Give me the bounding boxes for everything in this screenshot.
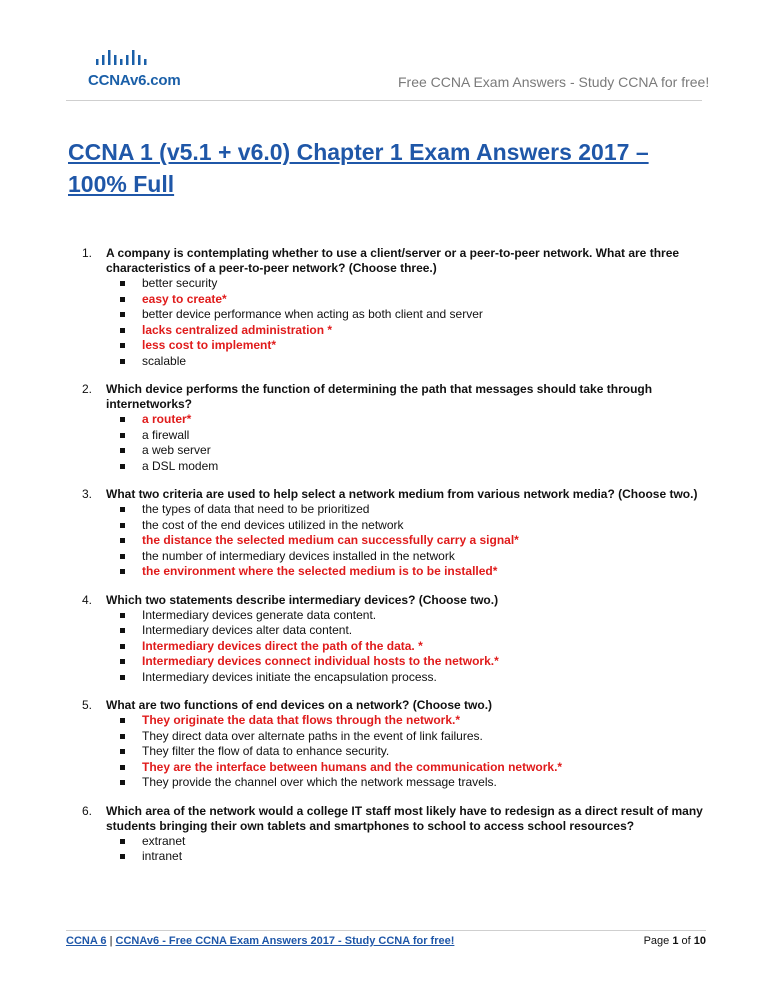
- square-bullet-icon: [120, 780, 125, 785]
- answer-options: [66, 502, 706, 580]
- answer-option: [142, 307, 706, 323]
- answer-option: [142, 443, 706, 459]
- square-bullet-icon: [120, 628, 125, 633]
- answer-option-text: better security: [142, 276, 218, 290]
- square-bullet-icon: [120, 464, 125, 469]
- answer-option: [142, 459, 706, 475]
- question-4: [66, 593, 706, 686]
- answer-option: [142, 744, 706, 760]
- square-bullet-icon: [120, 448, 125, 453]
- answer-option: [142, 775, 706, 791]
- answer-option-text: They direct data over alternate paths in the event of link failures.: [142, 728, 483, 743]
- answer-option: [142, 729, 706, 745]
- answer-option: [142, 354, 706, 370]
- answer-option-text: the distance the selected medium can successfully carry a signal*: [142, 533, 519, 547]
- square-bullet-icon: [120, 749, 125, 754]
- answer-option-text: They are the interface between humans and the communication network.*: [142, 759, 563, 774]
- answer-option-correct: [142, 323, 706, 339]
- question-text: Which device performs the function of determining the path that messages should take through internetworks?: [106, 382, 653, 411]
- page-label: Page: [643, 935, 673, 947]
- answer-option-text: extranet: [142, 833, 186, 848]
- header-tagline: Free CCNA Exam Answers - Study CCNA for free!: [398, 74, 710, 90]
- page-total: 10: [693, 935, 706, 947]
- answer-option-text: less cost to implement*: [142, 338, 277, 352]
- square-bullet-icon: [120, 613, 125, 618]
- question-number: 2.: [82, 382, 93, 396]
- question-number: 1.: [82, 246, 93, 260]
- answer-options: [66, 608, 706, 686]
- question-number: 3.: [82, 487, 93, 501]
- answer-option-correct: [142, 533, 706, 549]
- square-bullet-icon: [120, 417, 125, 422]
- square-bullet-icon: [120, 523, 125, 528]
- answer-option-text: the types of data that need to be prioritized: [142, 502, 370, 516]
- square-bullet-icon: [120, 312, 125, 317]
- page-header: [0, 0, 768, 110]
- answer-option: [142, 428, 706, 444]
- logo-bars-icon: [96, 48, 166, 70]
- question-2: [66, 382, 706, 474]
- square-bullet-icon: [120, 281, 125, 286]
- question-number: 6.: [82, 803, 93, 818]
- square-bullet-icon: [120, 538, 125, 543]
- answer-options: [66, 412, 706, 474]
- answer-option-text: Intermediary devices initiate the encapsulation process.: [142, 669, 437, 684]
- square-bullet-icon: [120, 507, 125, 512]
- answer-option-correct: [142, 338, 706, 354]
- answer-option-text: They originate the data that flows through the network.*: [142, 713, 461, 727]
- answer-option: [142, 549, 706, 565]
- answer-options: [66, 713, 706, 791]
- question-number: 4.: [82, 592, 93, 607]
- answer-option-text: intranet: [142, 849, 183, 863]
- footer-divider: [66, 930, 706, 931]
- ccnav6-logo[interactable]: [88, 48, 198, 94]
- square-bullet-icon: [120, 328, 125, 333]
- question-text: Which two statements describe intermediary devices? (Choose two.): [106, 592, 499, 607]
- question-number: 5.: [82, 698, 93, 712]
- square-bullet-icon: [120, 343, 125, 348]
- page-title[interactable]: CCNA 1 (v5.1 + v6.0) Chapter 1 Exam Answers 2017 – 100% Full: [68, 139, 649, 197]
- page-number: [644, 935, 706, 947]
- answer-option-text: lacks centralized administration *: [142, 322, 333, 337]
- answer-option-text: Intermediary devices generate data content.: [142, 607, 377, 622]
- question-5: [66, 698, 706, 791]
- answer-option-text: Intermediary devices alter data content.: [142, 623, 353, 637]
- question-3: [66, 487, 706, 580]
- answer-option-text: the environment where the selected medium is to be installed*: [142, 564, 498, 578]
- footer-link-ccnav6[interactable]: CCNAv6 - Free CCNA Exam Answers 2017 - Study CCNA for free!: [115, 935, 455, 947]
- square-bullet-icon: [120, 554, 125, 559]
- square-bullet-icon: [120, 718, 125, 723]
- answer-option: [142, 502, 706, 518]
- answer-option-text: the cost of the end devices utilized in the network: [142, 517, 404, 532]
- header-divider: [66, 100, 702, 101]
- square-bullet-icon: [120, 765, 125, 770]
- answer-option-text: They filter the flow of data to enhance security.: [142, 744, 390, 758]
- answer-option-text: easy to create*: [142, 291, 227, 306]
- square-bullet-icon: [120, 659, 125, 664]
- square-bullet-icon: [120, 569, 125, 574]
- square-bullet-icon: [120, 839, 125, 844]
- logo-text: CCNAv6.com: [88, 72, 181, 89]
- answer-option-text: a firewall: [142, 427, 190, 442]
- answer-option-correct: [142, 292, 706, 308]
- question-text: Which area of the network would a college IT staff most likely have to redesign as a direct result of many students bringing their own tablets and smartphones to school to access school resources?: [106, 803, 703, 833]
- question-list: [66, 246, 706, 878]
- square-bullet-icon: [120, 675, 125, 680]
- answer-option-correct: [142, 760, 706, 776]
- answer-option-correct: [142, 713, 706, 729]
- question-text: What two criteria are used to help select a network medium from various network media? (Choose two.): [106, 487, 698, 501]
- answer-option-text: scalable: [142, 353, 187, 368]
- page-footer: [66, 935, 706, 951]
- question-6: [66, 804, 706, 865]
- answer-option: [142, 623, 706, 639]
- answer-option: [142, 518, 706, 534]
- answer-option: [142, 276, 706, 292]
- answer-option: [142, 834, 706, 850]
- answer-option-correct: [142, 564, 706, 580]
- question-text: What are two functions of end devices on a network? (Choose two.): [106, 698, 493, 712]
- page-current: 1: [672, 935, 679, 947]
- answer-option: [142, 608, 706, 624]
- square-bullet-icon: [120, 433, 125, 438]
- footer-separator: |: [106, 935, 116, 947]
- answer-option: [142, 670, 706, 686]
- square-bullet-icon: [120, 644, 125, 649]
- answer-option: [142, 849, 706, 865]
- page-of: of: [678, 935, 694, 947]
- answer-option-text: Intermediary devices direct the path of the data. *: [142, 638, 423, 653]
- answer-option-correct: [142, 639, 706, 655]
- square-bullet-icon: [120, 359, 125, 364]
- answer-option-text: a DSL modem: [142, 458, 219, 473]
- answer-option-text: They provide the channel over which the network message travels.: [142, 775, 497, 789]
- question-text: A company is contemplating whether to use a client/server or a peer-to-peer network. What are three characteristics of a peer-to-peer network? (Choose three.): [106, 246, 680, 275]
- answer-options: [66, 276, 706, 369]
- footer-links: [66, 935, 454, 947]
- answer-option-text: Intermediary devices connect individual hosts to the network.*: [142, 654, 499, 668]
- answer-option-text: a web server: [142, 443, 211, 457]
- square-bullet-icon: [120, 297, 125, 302]
- answer-options: [66, 834, 706, 865]
- square-bullet-icon: [120, 854, 125, 859]
- answer-option-text: better device performance when acting as both client and server: [142, 307, 483, 321]
- footer-link-ccna6[interactable]: CCNA 6: [66, 935, 107, 947]
- answer-option-text: a router*: [142, 412, 192, 426]
- answer-option-text: the number of intermediary devices installed in the network: [142, 548, 455, 563]
- question-1: [66, 246, 706, 369]
- answer-option-correct: [142, 654, 706, 670]
- answer-option-correct: [142, 412, 706, 428]
- square-bullet-icon: [120, 734, 125, 739]
